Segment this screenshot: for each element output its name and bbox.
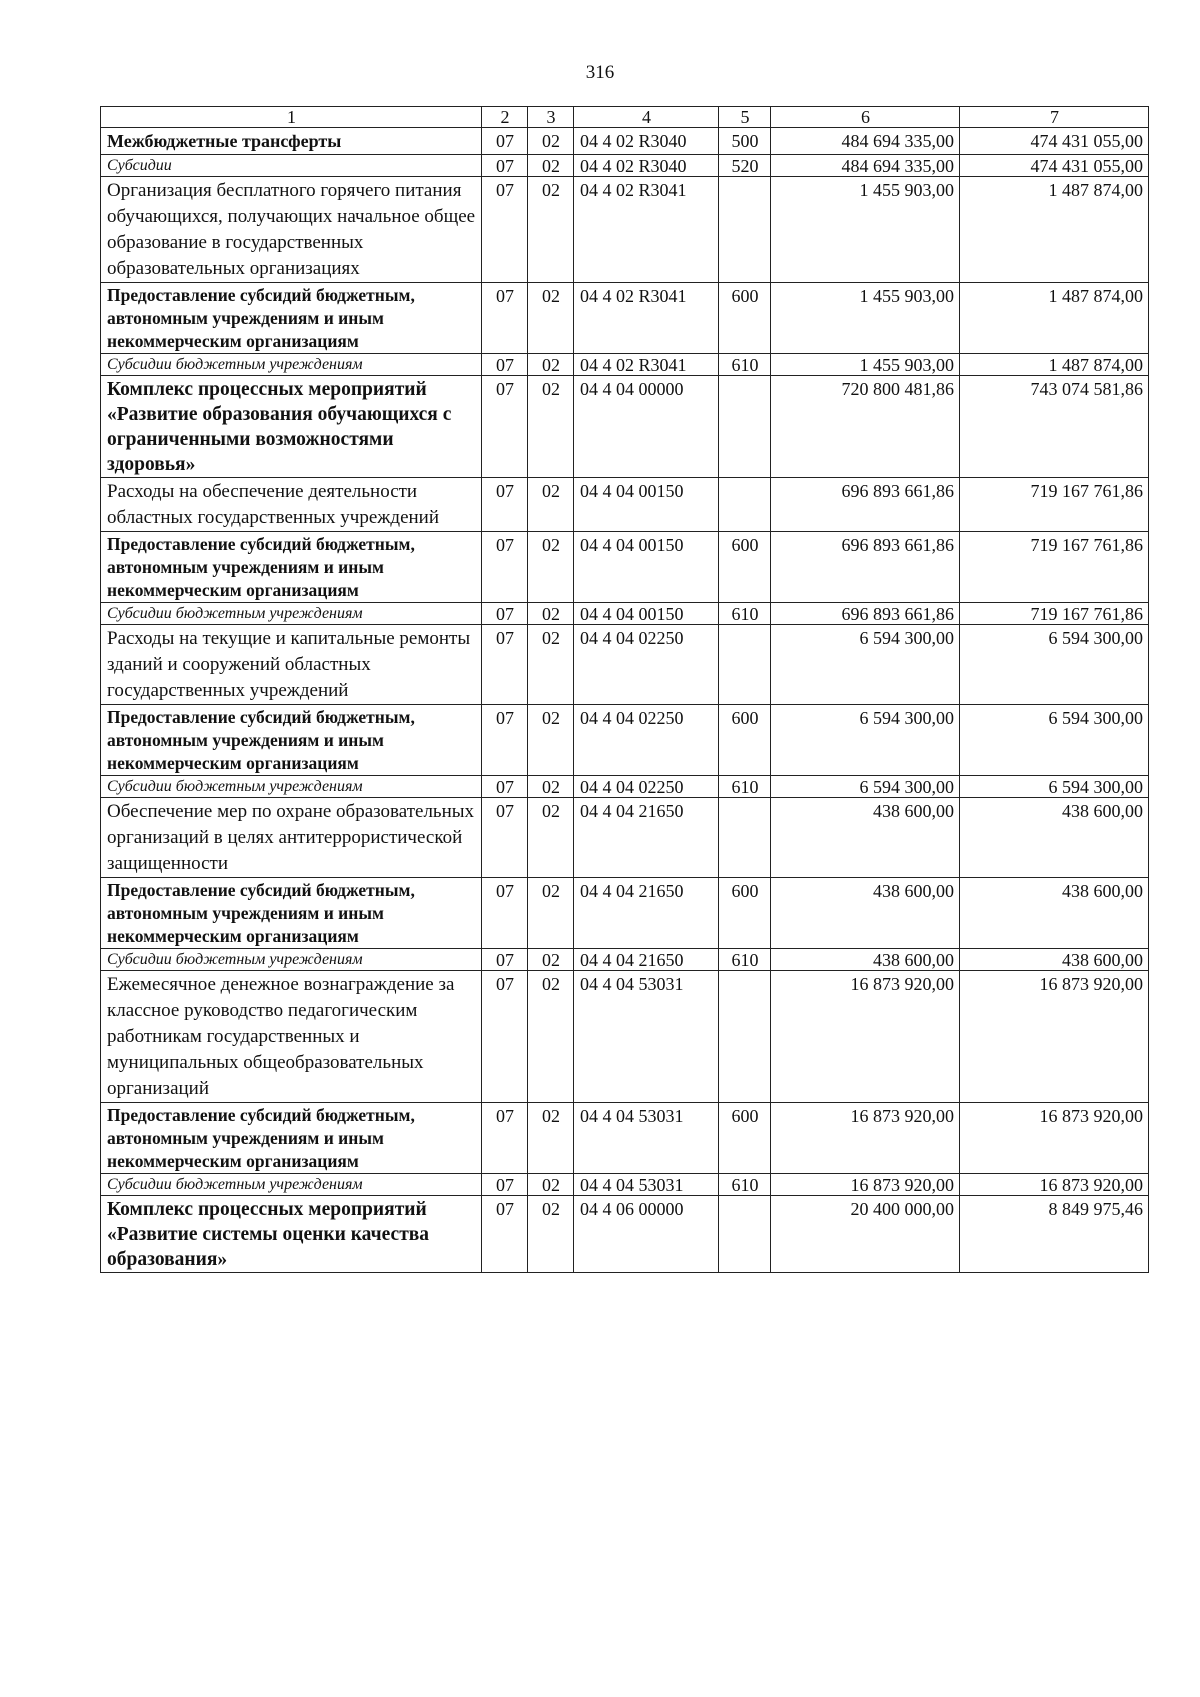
row-name-cell: Организация бесплатного горячего питания обучающихся, получающих начальное общее образование в государственных образовательных организациях bbox=[101, 177, 482, 283]
row-name-cell: Предоставление субсидий бюджетным, автономным учреждениям и иным некоммерческим организациям bbox=[101, 532, 482, 603]
table-row bbox=[101, 878, 1149, 949]
header-cell-2: 2 bbox=[482, 107, 528, 128]
amount-year-2-cell: 438 600,00 bbox=[960, 878, 1149, 949]
row-name-cell: Расходы на обеспечение деятельности областных государственных учреждений bbox=[101, 478, 482, 532]
row-name-cell: Предоставление субсидий бюджетным, автономным учреждениям и иным некоммерческим организациям bbox=[101, 878, 482, 949]
amount-year-2-cell: 719 167 761,86 bbox=[960, 532, 1149, 603]
row-name-cell: Предоставление субсидий бюджетным, автономным учреждениям и иным некоммерческим организациям bbox=[101, 705, 482, 776]
amount-year-1-cell: 20 400 000,00 bbox=[771, 1196, 960, 1273]
target-article-cell: 04 4 04 00000 bbox=[574, 376, 719, 478]
header-cell-1: 1 bbox=[101, 107, 482, 128]
amount-year-1-cell: 16 873 920,00 bbox=[771, 971, 960, 1103]
table-row bbox=[101, 1196, 1149, 1273]
table-row bbox=[101, 971, 1149, 1103]
subsection-code-cell: 02 bbox=[528, 283, 574, 354]
expense-type-cell: 600 bbox=[719, 878, 771, 949]
section-code-cell: 07 bbox=[482, 354, 528, 376]
subsection-code-cell: 02 bbox=[528, 949, 574, 971]
subsection-code-cell: 02 bbox=[528, 376, 574, 478]
header-cell-5: 5 bbox=[719, 107, 771, 128]
amount-year-1-cell: 16 873 920,00 bbox=[771, 1174, 960, 1196]
table-row bbox=[101, 949, 1149, 971]
table-row bbox=[101, 798, 1149, 878]
amount-year-1-cell: 6 594 300,00 bbox=[771, 625, 960, 705]
table-row bbox=[101, 376, 1149, 478]
expense-type-cell: 610 bbox=[719, 603, 771, 625]
subsection-code-cell: 02 bbox=[528, 776, 574, 798]
section-code-cell: 07 bbox=[482, 878, 528, 949]
table-row bbox=[101, 776, 1149, 798]
section-code-cell: 07 bbox=[482, 1196, 528, 1273]
amount-year-1-cell: 438 600,00 bbox=[771, 878, 960, 949]
table-row bbox=[101, 705, 1149, 776]
amount-year-1-cell: 720 800 481,86 bbox=[771, 376, 960, 478]
table-row bbox=[101, 532, 1149, 603]
target-article-cell: 04 4 02 R3040 bbox=[574, 155, 719, 177]
amount-year-1-cell: 16 873 920,00 bbox=[771, 1103, 960, 1174]
subsection-code-cell: 02 bbox=[528, 878, 574, 949]
row-name-cell: Ежемесячное денежное вознаграждение за классное руководство педагогическим работникам государственных и муниципальных общеобразовательных организаций bbox=[101, 971, 482, 1103]
expense-type-cell: 600 bbox=[719, 705, 771, 776]
amount-year-1-cell: 696 893 661,86 bbox=[771, 532, 960, 603]
amount-year-1-cell: 438 600,00 bbox=[771, 949, 960, 971]
section-code-cell: 07 bbox=[482, 705, 528, 776]
expense-type-cell bbox=[719, 1196, 771, 1273]
subsection-code-cell: 02 bbox=[528, 532, 574, 603]
amount-year-1-cell: 484 694 335,00 bbox=[771, 128, 960, 155]
expense-type-cell: 500 bbox=[719, 128, 771, 155]
subsection-code-cell: 02 bbox=[528, 798, 574, 878]
table-row bbox=[101, 128, 1149, 155]
target-article-cell: 04 4 04 21650 bbox=[574, 949, 719, 971]
amount-year-2-cell: 16 873 920,00 bbox=[960, 1174, 1149, 1196]
amount-year-2-cell: 6 594 300,00 bbox=[960, 705, 1149, 776]
table-row bbox=[101, 177, 1149, 283]
section-code-cell: 07 bbox=[482, 776, 528, 798]
subsection-code-cell: 02 bbox=[528, 177, 574, 283]
target-article-cell: 04 4 02 R3041 bbox=[574, 283, 719, 354]
amount-year-2-cell: 743 074 581,86 bbox=[960, 376, 1149, 478]
amount-year-1-cell: 1 455 903,00 bbox=[771, 177, 960, 283]
section-code-cell: 07 bbox=[482, 283, 528, 354]
section-code-cell: 07 bbox=[482, 155, 528, 177]
amount-year-2-cell: 438 600,00 bbox=[960, 798, 1149, 878]
section-code-cell: 07 bbox=[482, 478, 528, 532]
table-row bbox=[101, 478, 1149, 532]
section-code-cell: 07 bbox=[482, 1103, 528, 1174]
row-name-cell: Субсидии бюджетным учреждениям bbox=[101, 1174, 482, 1196]
amount-year-1-cell: 696 893 661,86 bbox=[771, 478, 960, 532]
row-name-cell: Комплекс процессных мероприятий «Развитие системы оценки качества образования» bbox=[101, 1196, 482, 1273]
amount-year-2-cell: 16 873 920,00 bbox=[960, 971, 1149, 1103]
section-code-cell: 07 bbox=[482, 625, 528, 705]
table-row bbox=[101, 354, 1149, 376]
row-name-cell: Субсидии бюджетным учреждениям bbox=[101, 776, 482, 798]
amount-year-1-cell: 696 893 661,86 bbox=[771, 603, 960, 625]
row-name-cell: Субсидии бюджетным учреждениям bbox=[101, 949, 482, 971]
amount-year-2-cell: 1 487 874,00 bbox=[960, 177, 1149, 283]
row-name-cell: Обеспечение мер по охране образовательных организаций в целях антитеррористической защищенности bbox=[101, 798, 482, 878]
amount-year-1-cell: 1 455 903,00 bbox=[771, 283, 960, 354]
section-code-cell: 07 bbox=[482, 376, 528, 478]
section-code-cell: 07 bbox=[482, 177, 528, 283]
section-code-cell: 07 bbox=[482, 949, 528, 971]
row-name-cell: Расходы на текущие и капитальные ремонты зданий и сооружений областных государственных учреждений bbox=[101, 625, 482, 705]
amount-year-1-cell: 6 594 300,00 bbox=[771, 776, 960, 798]
expense-type-cell: 600 bbox=[719, 1103, 771, 1174]
table-row bbox=[101, 155, 1149, 177]
expense-type-cell: 600 bbox=[719, 532, 771, 603]
amount-year-1-cell: 484 694 335,00 bbox=[771, 155, 960, 177]
target-article-cell: 04 4 02 R3040 bbox=[574, 128, 719, 155]
expense-type-cell: 610 bbox=[719, 354, 771, 376]
table-row bbox=[101, 603, 1149, 625]
subsection-code-cell: 02 bbox=[528, 155, 574, 177]
amount-year-1-cell: 1 455 903,00 bbox=[771, 354, 960, 376]
expense-type-cell bbox=[719, 177, 771, 283]
header-cell-4: 4 bbox=[574, 107, 719, 128]
amount-year-1-cell: 6 594 300,00 bbox=[771, 705, 960, 776]
section-code-cell: 07 bbox=[482, 532, 528, 603]
target-article-cell: 04 4 04 21650 bbox=[574, 878, 719, 949]
expense-type-cell bbox=[719, 478, 771, 532]
target-article-cell: 04 4 04 00150 bbox=[574, 603, 719, 625]
row-name-cell: Предоставление субсидий бюджетным, автономным учреждениям и иным некоммерческим организациям bbox=[101, 283, 482, 354]
amount-year-2-cell: 6 594 300,00 bbox=[960, 625, 1149, 705]
amount-year-2-cell: 8 849 975,46 bbox=[960, 1196, 1149, 1273]
amount-year-2-cell: 1 487 874,00 bbox=[960, 354, 1149, 376]
target-article-cell: 04 4 04 02250 bbox=[574, 776, 719, 798]
expense-type-cell: 610 bbox=[719, 1174, 771, 1196]
amount-year-2-cell: 474 431 055,00 bbox=[960, 128, 1149, 155]
amount-year-2-cell: 6 594 300,00 bbox=[960, 776, 1149, 798]
section-code-cell: 07 bbox=[482, 128, 528, 155]
subsection-code-cell: 02 bbox=[528, 478, 574, 532]
table-row bbox=[101, 1103, 1149, 1174]
amount-year-1-cell: 438 600,00 bbox=[771, 798, 960, 878]
target-article-cell: 04 4 06 00000 bbox=[574, 1196, 719, 1273]
target-article-cell: 04 4 04 02250 bbox=[574, 625, 719, 705]
subsection-code-cell: 02 bbox=[528, 1196, 574, 1273]
row-name-cell: Субсидии bbox=[101, 155, 482, 177]
header-cell-6: 6 bbox=[771, 107, 960, 128]
expense-type-cell: 610 bbox=[719, 776, 771, 798]
subsection-code-cell: 02 bbox=[528, 705, 574, 776]
subsection-code-cell: 02 bbox=[528, 1174, 574, 1196]
page-number: 316 bbox=[585, 62, 615, 83]
amount-year-2-cell: 16 873 920,00 bbox=[960, 1103, 1149, 1174]
header-cell-3: 3 bbox=[528, 107, 574, 128]
target-article-cell: 04 4 04 53031 bbox=[574, 971, 719, 1103]
subsection-code-cell: 02 bbox=[528, 603, 574, 625]
table-row bbox=[101, 283, 1149, 354]
subsection-code-cell: 02 bbox=[528, 971, 574, 1103]
target-article-cell: 04 4 02 R3041 bbox=[574, 354, 719, 376]
amount-year-2-cell: 1 487 874,00 bbox=[960, 283, 1149, 354]
target-article-cell: 04 4 04 00150 bbox=[574, 532, 719, 603]
expense-type-cell: 600 bbox=[719, 283, 771, 354]
target-article-cell: 04 4 04 53031 bbox=[574, 1103, 719, 1174]
row-name-cell: Субсидии бюджетным учреждениям bbox=[101, 354, 482, 376]
amount-year-2-cell: 719 167 761,86 bbox=[960, 478, 1149, 532]
expense-type-cell bbox=[719, 798, 771, 878]
expense-type-cell: 520 bbox=[719, 155, 771, 177]
budget-table bbox=[100, 106, 1149, 1273]
header-cell-7: 7 bbox=[960, 107, 1149, 128]
amount-year-2-cell: 474 431 055,00 bbox=[960, 155, 1149, 177]
target-article-cell: 04 4 04 53031 bbox=[574, 1174, 719, 1196]
expense-type-cell bbox=[719, 376, 771, 478]
row-name-cell: Комплекс процессных мероприятий «Развитие образования обучающихся с ограниченными возможностями здоровья» bbox=[101, 376, 482, 478]
header-row bbox=[101, 107, 1149, 128]
table-row bbox=[101, 625, 1149, 705]
subsection-code-cell: 02 bbox=[528, 625, 574, 705]
target-article-cell: 04 4 02 R3041 bbox=[574, 177, 719, 283]
amount-year-2-cell: 719 167 761,86 bbox=[960, 603, 1149, 625]
subsection-code-cell: 02 bbox=[528, 1103, 574, 1174]
target-article-cell: 04 4 04 00150 bbox=[574, 478, 719, 532]
section-code-cell: 07 bbox=[482, 603, 528, 625]
target-article-cell: 04 4 04 21650 bbox=[574, 798, 719, 878]
target-article-cell: 04 4 04 02250 bbox=[574, 705, 719, 776]
amount-year-2-cell: 438 600,00 bbox=[960, 949, 1149, 971]
row-name-cell: Межбюджетные трансферты bbox=[101, 128, 482, 155]
expense-type-cell bbox=[719, 625, 771, 705]
section-code-cell: 07 bbox=[482, 1174, 528, 1196]
expense-type-cell bbox=[719, 971, 771, 1103]
row-name-cell: Предоставление субсидий бюджетным, автономным учреждениям и иным некоммерческим организациям bbox=[101, 1103, 482, 1174]
subsection-code-cell: 02 bbox=[528, 128, 574, 155]
section-code-cell: 07 bbox=[482, 971, 528, 1103]
expense-type-cell: 610 bbox=[719, 949, 771, 971]
section-code-cell: 07 bbox=[482, 798, 528, 878]
row-name-cell: Субсидии бюджетным учреждениям bbox=[101, 603, 482, 625]
table-row bbox=[101, 1174, 1149, 1196]
subsection-code-cell: 02 bbox=[528, 354, 574, 376]
